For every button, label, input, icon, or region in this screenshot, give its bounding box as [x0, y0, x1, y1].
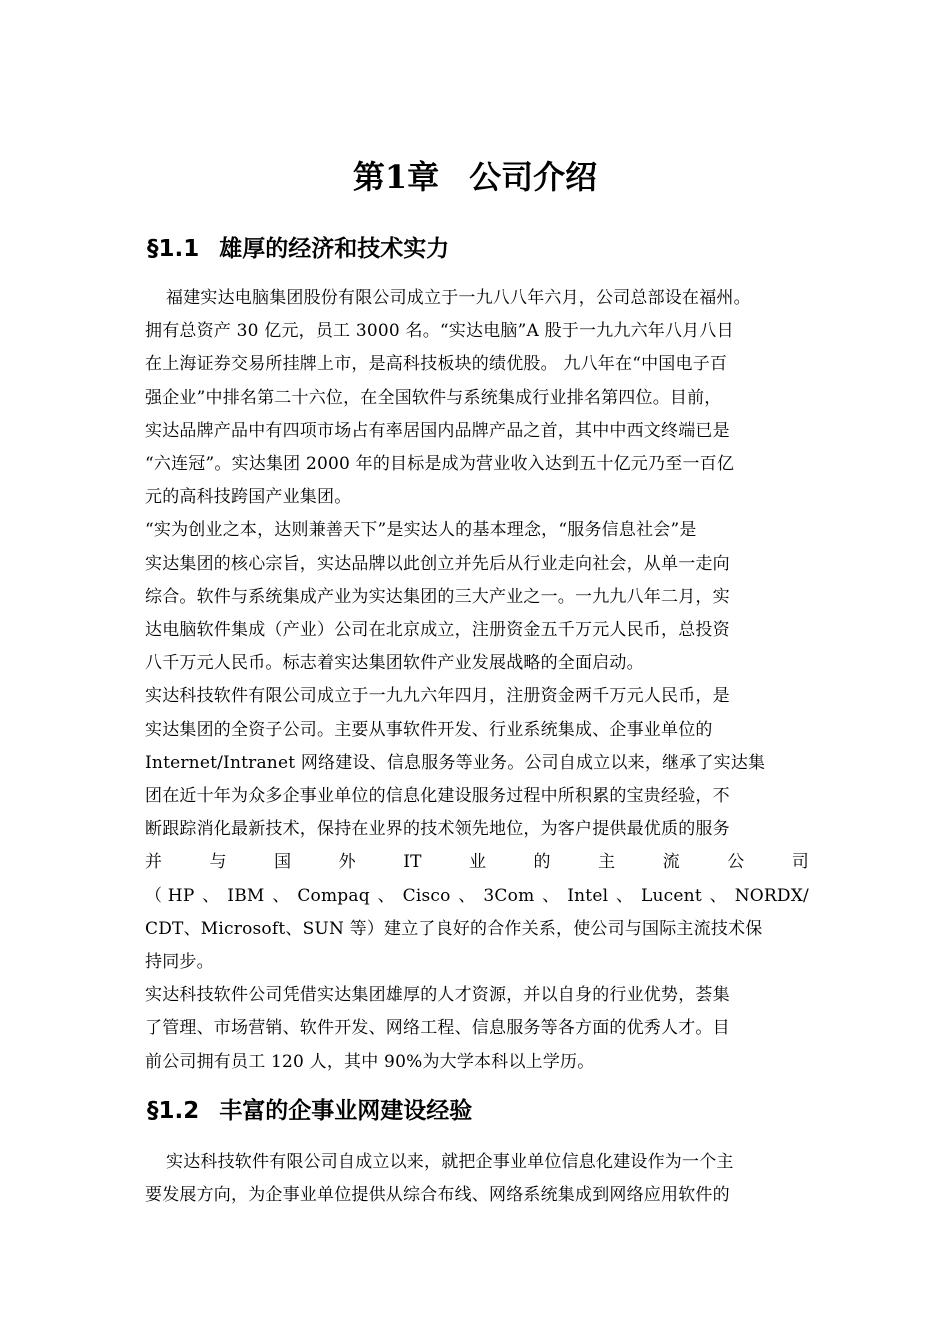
section-title-text: 丰富的企事业网建设经验 [219, 1098, 473, 1124]
text-line: 综合。软件与系统集成产业为实达集团的三大产业之一。一九九八年二月，实 [145, 586, 730, 607]
word: 3Com [483, 885, 535, 906]
word: 并 [145, 852, 163, 873]
justified-line [145, 846, 809, 879]
word: 流 [662, 852, 680, 873]
paragraph [145, 514, 809, 680]
word: 、 [272, 885, 290, 906]
paragraph [145, 979, 809, 1079]
text-line: 前公司拥有员工 120 人，其中 90%为大学本科以上学历。 [145, 1051, 595, 1072]
text-line: 在上海证券交易所挂牌上市，是高科技板块的绩优股。 九八年在“中国电子百 [145, 354, 728, 375]
justified-line [145, 880, 809, 913]
text-line: 实达科技软件公司凭借实达集团雄厚的人才资源，并以自身的行业优势，荟集 [145, 985, 730, 1006]
section-heading [147, 1094, 827, 1128]
section-number: §1.1 [147, 236, 200, 262]
word: 、 [542, 885, 560, 906]
section-number: §1.2 [147, 1098, 200, 1124]
chapter-number: 第1章 [352, 158, 440, 196]
text-line: 福建实达电脑集团股份有限公司成立于一九八八年六月，公司总部设在福州。 [166, 288, 751, 308]
word: 国 [274, 852, 292, 873]
text-line: 持同步。 [145, 952, 214, 973]
text-line: 实达集团的全资子公司。主要从事软件开发、行业系统集成、企事业单位的 [145, 719, 713, 740]
word: 、 [709, 885, 727, 906]
word: NORDX/ [734, 885, 809, 906]
text-line: 实达科技软件有限公司成立于一九九六年四月，注册资金两千万元人民币，是 [145, 686, 730, 707]
word: 与 [209, 852, 227, 873]
text-line: 实达品牌产品中有四项市场占有率居国内品牌产品之首，其中中西文终端已是 [145, 420, 730, 441]
word: （ HP [145, 885, 195, 906]
chapter-title [0, 152, 950, 202]
word: IBM [227, 885, 265, 906]
word: 公 [727, 852, 745, 873]
word: 、 [458, 885, 476, 906]
text-line: Internet/Intranet 网络建设、信息服务等业务。公司自成立以来，继承了实达集 [145, 752, 766, 773]
word: 司 [791, 852, 809, 873]
text-line: 拥有总资产 30 亿元，员工 3000 名。“实达电脑”A 股于一九九六年八月八日 [145, 321, 734, 342]
word: 、 [616, 885, 634, 906]
word: Intel [567, 885, 609, 906]
word: 的 [533, 852, 551, 873]
text-line: 实达科技软件有限公司自成立以来，就把企事业单位信息化建设作为一个主 [166, 1152, 734, 1172]
word: 外 [338, 852, 356, 873]
word: Cisco [402, 885, 451, 906]
section-heading [147, 232, 827, 266]
text-line: 实达集团的核心宗旨，实达品牌以此创立并先后从行业走向社会，从单一走向 [145, 553, 730, 574]
section-title-text: 雄厚的经济和技术实力 [219, 236, 450, 262]
text-line: CDT、Microsoft、SUN 等）建立了良好的合作关系，使公司与国际主流技术保 [145, 918, 763, 939]
text-line: “六连冠”。实达集团 2000 年的目标是成为营业收入达到五十亿元乃至一百亿 [145, 454, 735, 475]
text-line: 要发展方向，为企事业单位提供从综合布线、网络系统集成到网络应用软件的 [145, 1185, 730, 1206]
text-line: 强企业”中排名第二十六位，在全国软件与系统集成行业排名第四位。目前， [145, 387, 722, 408]
section-body [145, 282, 809, 1079]
word: Lucent [641, 885, 702, 906]
word: 业 [469, 852, 487, 873]
text-line: 团在近十年为众多企事业单位的信息化建设服务过程中所积累的宝贵经验，不 [145, 786, 730, 807]
text-line: 断跟踪消化最新技术，保持在业界的技术领先地位，为客户提供最优质的服务 [145, 819, 730, 840]
paragraph [145, 1146, 809, 1212]
chapter-name: 公司介绍 [469, 158, 598, 196]
text-line: “实为创业之本，达则兼善天下”是实达人的基本理念，“服务信息社会”是 [145, 520, 697, 541]
text-line: 了管理、市场营销、软件开发、网络工程、信息服务等各方面的优秀人才。目 [145, 1018, 730, 1039]
word: 、 [377, 885, 395, 906]
paragraph [145, 680, 809, 979]
word: Compaq [297, 885, 370, 906]
text-line: 元的高科技跨国产业集团。 [145, 487, 352, 508]
section-body [145, 1146, 809, 1212]
word: 、 [202, 885, 220, 906]
paragraph [145, 282, 809, 514]
text-line: 达电脑软件集成（产业）公司在北京成立，注册资金五千万元人民币，总投资 [145, 620, 730, 641]
word: 主 [598, 852, 616, 873]
word: IT [403, 852, 422, 873]
text-line: 八千万元人民币。标志着实达集团软件产业发展战略的全面启动。 [145, 653, 644, 674]
